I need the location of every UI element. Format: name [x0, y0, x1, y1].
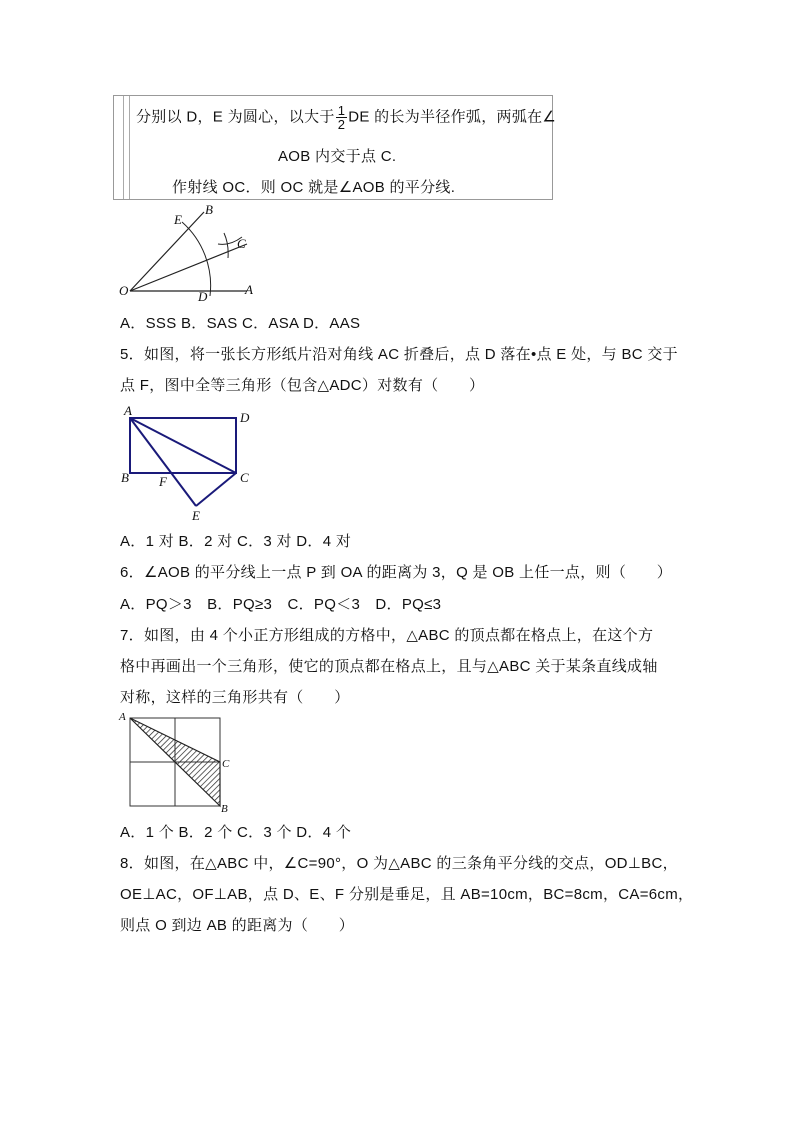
label-b: B: [205, 202, 213, 217]
q4-box-line2: AOB 内交于点 C.: [278, 148, 397, 165]
construction-arc: [182, 222, 211, 296]
q4-box-text: DE 的长为半径作弧，两弧在∠: [348, 108, 557, 126]
q8-stem-line3: 则点 O 到边 AB 的距离为（ ）: [120, 917, 355, 934]
label-d: D: [240, 410, 250, 425]
q4-bisector-figure: [112, 200, 262, 304]
label-e: E: [192, 508, 200, 522]
half-fraction: [336, 104, 348, 131]
label-b: B: [221, 803, 228, 814]
segment-ec: [196, 473, 236, 506]
ray-ob: [130, 212, 204, 291]
q4-options: A．SSS B．SAS C．ASA D．AAS: [120, 315, 361, 332]
q7-stem-line3: 对称，这样的三角形共有（ ）: [120, 689, 350, 706]
diagonal-ac: [130, 418, 236, 473]
segment-ae: [130, 418, 196, 506]
q6-stem: 6．∠AOB 的平分线上一点 P 到 OA 的距离为 3，Q 是 OB 上任一点，则（ ）: [120, 564, 673, 581]
box-divider: [129, 96, 130, 199]
q8-stem-line1: 8．如图，在△ABC 中，∠C=90°，O 为△ABC 的三条角平分线的交点，OD⊥BC，: [120, 855, 678, 872]
q4-box-line3: 作射线 OC．则 OC 就是∠AOB 的平分线.: [172, 179, 456, 196]
q5-stem-line1: 5．如图，将一张长方形纸片沿对角线 AC 折叠后，点 D 落在•点 E 处，与 BC 交于: [120, 346, 678, 363]
label-c: C: [222, 758, 230, 770]
arc-mark: [224, 233, 228, 258]
label-b: B: [121, 470, 129, 485]
box-divider: [123, 96, 124, 199]
ray-oc: [130, 244, 247, 291]
label-f: F: [159, 474, 167, 489]
label-o: O: [119, 283, 129, 298]
q5-options: A．1 对 B．2 对 C．3 对 D．4 对: [120, 533, 352, 550]
q7-grid-figure: [118, 710, 238, 814]
label-d: D: [198, 289, 208, 304]
q7-stem-line2: 格中再画出一个三角形，使它的顶点都在格点上，且与△ABC 关于某条直线成轴: [120, 658, 658, 675]
q7-stem-line1: 7．如图，由 4 个小正方形组成的方格中，△ABC 的顶点都在格点上，在这个方: [120, 627, 654, 644]
q5-stem-line2: 点 F，图中全等三角形（包含△ADC）对数有（ ）: [120, 377, 485, 394]
q4-box-line1: [136, 104, 556, 131]
label-a: A: [245, 282, 253, 297]
label-a: A: [119, 711, 126, 723]
q8-stem-line2: OE⊥AC，OF⊥AB，点 D、E、F 分别是垂足，且 AB=10cm，BC=8cm，CA=6cm，: [120, 886, 694, 903]
label-e: E: [174, 212, 182, 227]
q5-fold-figure: [118, 402, 258, 522]
q7-options: A．1 个 B．2 个 C．3 个 D．4 个: [120, 824, 352, 841]
label-c: C: [237, 236, 246, 251]
fraction-denominator: 2: [337, 117, 346, 132]
label-c: C: [240, 470, 249, 485]
label-a: A: [124, 403, 132, 418]
fraction-numerator: 1: [337, 103, 346, 118]
q6-options: A．PQ＞3 B．PQ≥3 C．PQ＜3 D．PQ≤3: [120, 596, 442, 613]
q4-box-text: 分别以 D，E 为圆心，以大于: [136, 108, 335, 126]
